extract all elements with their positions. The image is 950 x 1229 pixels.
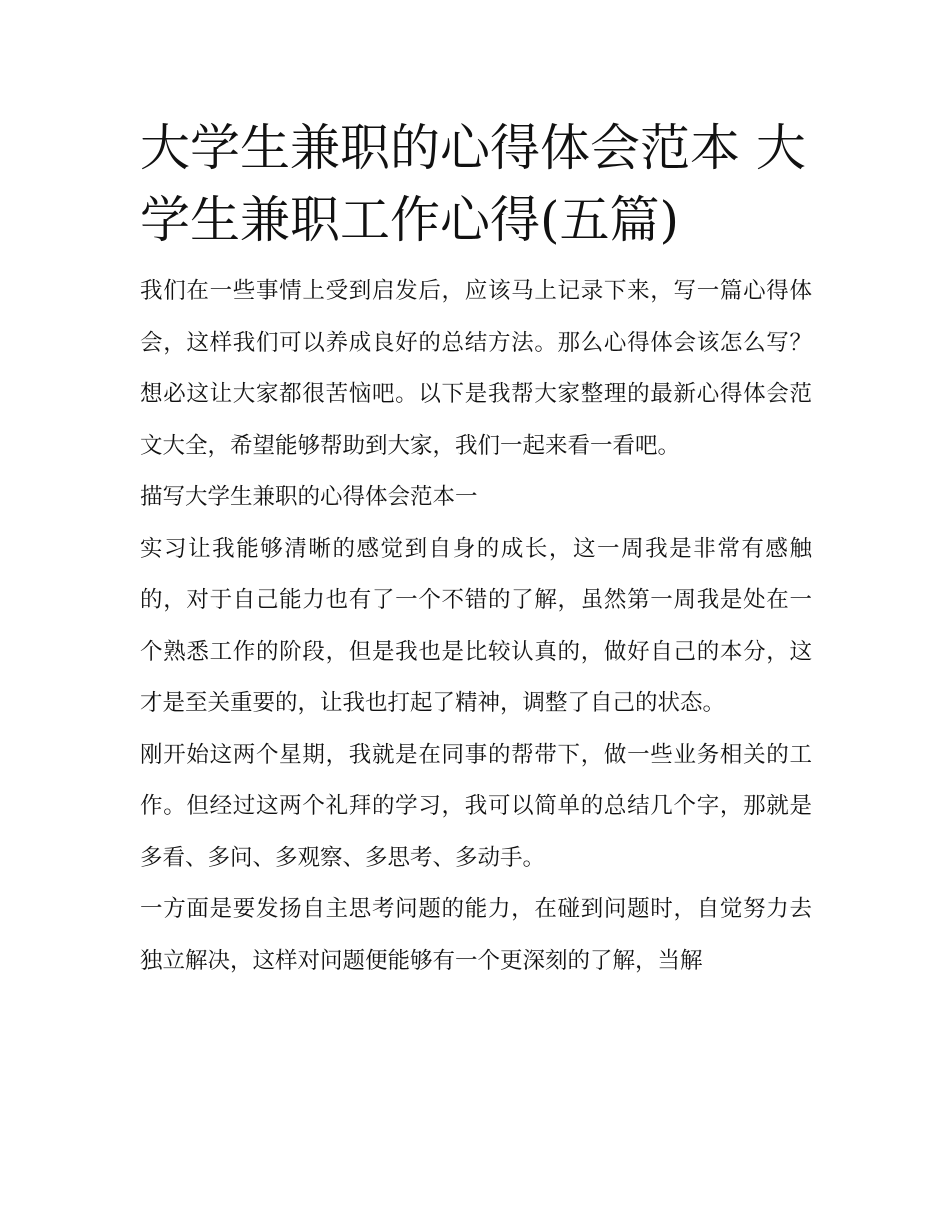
- document-title: 大学生兼职的心得体会范本 大学生兼职工作心得(五篇): [140, 119, 806, 249]
- paragraph-2: 刚开始这两个星期，我就是在同事的帮带下，做一些业务相关的工作。但经过这两个礼拜的学习，我可以简单的总结几个字，那就是多看、多问、多观察、多思考、多动手。: [140, 741, 812, 871]
- section-heading: 描写大学生兼职的心得体会范本一: [140, 484, 478, 510]
- paragraph-1: 实习让我能够清晰的感觉到自身的成长，这一周我是非常有感触的，对于自己能力也有了一个不错的了解，虽然第一周我是处在一个熟悉工作的阶段，但是我也是比较认真的，做好自己的本分，这才是至关重要的，让我也打起了精神，调整了自己的状态。: [140, 535, 812, 716]
- document-body: [140, 112, 812, 987]
- paragraph-intro: 我们在一些事情上受到启发后，应该马上记录下来，写一篇心得体会，这样我们可以养成良好的总结方法。那么心得体会该怎么写？想必这让大家都很苦恼吧。以下是我帮大家整理的最新心得体会范文大全，希望能够帮助到大家，我们一起来看一看吧。: [140, 278, 812, 459]
- paragraph-3: 一方面是要发扬自主思考问题的能力，在碰到问题时，自觉努力去独立解决，这样对问题便能够有一个更深刻的了解，当解: [140, 896, 812, 974]
